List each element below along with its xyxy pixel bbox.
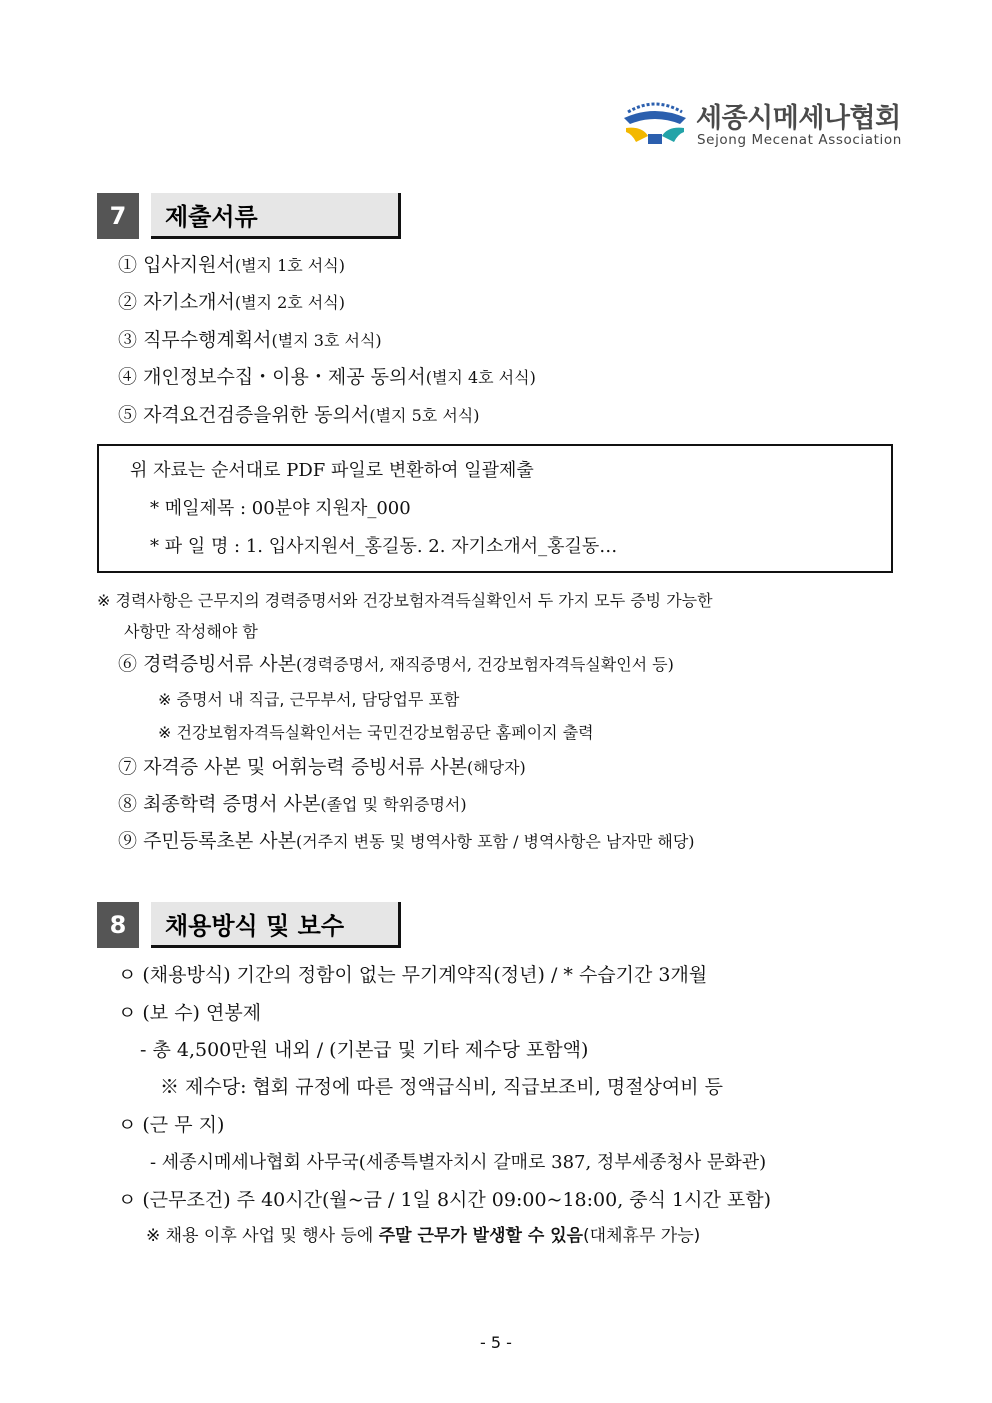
doc-item-9: ⑨ 주민등록초본 사본(거주지 변동 및 병역사항 포함 / 병역사항은 남자만 해당) [118,830,695,852]
working-hours-line: ㅇ (근무조건) 주 40시간(월~금 / 1일 8시간 09:00~18:00, 중식 1시간 포함) [118,1189,772,1211]
item-6-subnote-2: ※ 건강보험자격득실확인서는 국민건강보험공단 홈페이지 출력 [158,723,594,742]
pay-line: ㅇ (보 수) 연봉제 [118,1002,262,1024]
doc-item-5: ⑤ 자격요건검증을위한 동의서(별지 5호 서식) [118,404,480,426]
workplace-detail-line: - 세종시메세나협회 사무국(세종특별자치시 갈매로 387, 정부세종청사 문화관) [150,1152,767,1173]
doc-item-2: ② 자기소개서(별지 2호 서식) [118,291,345,313]
doc-item-7: ⑦ 자격증 사본 및 어휘능력 증빙서류 사본(해당자) [118,756,526,778]
box-line-2: * 메일제목 : 00분야 지원자_000 [150,498,411,519]
box-line-3: * 파 일 명 : 1. 입사지원서_홍길동. 2. 자기소개서_홍길동… [150,536,618,557]
page-number: - 5 - [480,1333,512,1352]
item-6-subnote-1: ※ 증명서 내 직급, 근무부서, 담당업무 포함 [158,690,460,709]
weekend-work-note: ※ 채용 이후 사업 및 행사 등에 주말 근무가 발생할 수 있음(대체휴무 가능) [146,1226,701,1246]
workplace-line: ㅇ (근 무 지) [118,1114,225,1136]
section-8-title: 채용방식 및 보수 [151,902,401,948]
career-note-line-1: ※ 경력사항은 근무지의 경력증명서와 건강보험자격득실확인서 두 가지 모두 증빙 가능한 [97,591,713,610]
pay-detail-line: - 총 4,500만원 내외 / (기본급 및 기타 제수당 포함액) [140,1039,589,1061]
section-8-number: 8 [97,902,139,948]
box-line-1: 위 자료는 순서대로 PDF 파일로 변환하여 일괄제출 [130,460,534,481]
section-7-number: 7 [97,193,139,239]
career-note-line-2: 사항만 작성해야 함 [124,622,258,641]
logo-emblem-icon [622,98,688,150]
logo-english-name: Sejong Mecenat Association [697,132,902,148]
association-logo [622,98,902,158]
doc-item-8: ⑧ 최종학력 증명서 사본(졸업 및 학위증명서) [118,793,467,815]
doc-item-1: ① 입사지원서(별지 1호 서식) [118,254,345,276]
doc-item-6: ⑥ 경력증빙서류 사본(경력증명서, 재직증명서, 건강보험자격득실확인서 등) [118,653,674,675]
logo-korean-name: 세종시메세나협회 [696,103,901,134]
employment-method-line: ㅇ (채용방식) 기간의 정함이 없는 무기계약직(정년) / * 수습기간 3개월 [118,964,708,986]
section-7-title: 제출서류 [151,193,401,239]
pay-note-line: ※ 제수당: 협회 규정에 따른 정액급식비, 직급보조비, 명절상여비 등 [160,1076,724,1098]
doc-item-4: ④ 개인정보수집・이용・제공 동의서(별지 4호 서식) [118,366,536,388]
doc-item-3: ③ 직무수행계획서(별지 3호 서식) [118,329,382,351]
